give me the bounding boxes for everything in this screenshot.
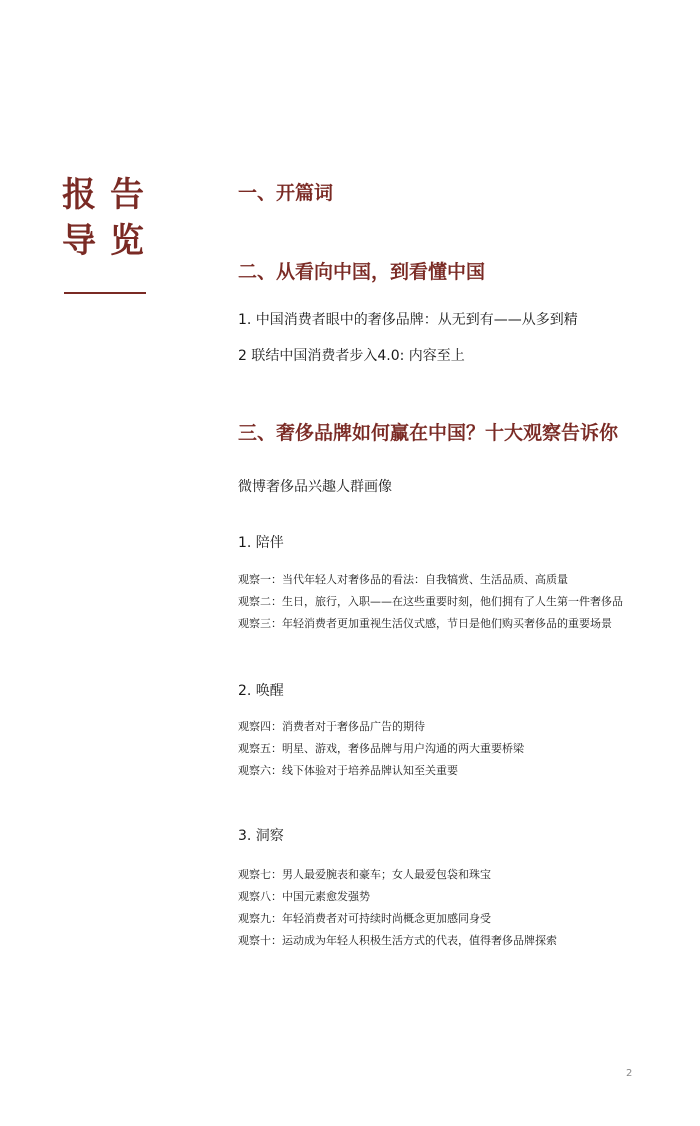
- section-2-heading: 二、从看向中国，到看懂中国: [238, 261, 486, 283]
- section-2-item-1: 1. 中国消费者眼中的奢侈品牌：从无到有——从多到精: [238, 312, 578, 328]
- section-2-item-2: 2 联结中国消费者步入4.0: 内容至上: [238, 348, 465, 364]
- report-guide-title-line2: 导览: [62, 221, 158, 261]
- section-3-heading: 三、奢侈品牌如何赢在中国？十大观察告诉你: [238, 422, 619, 444]
- title-divider: [64, 292, 146, 294]
- observation-3: 观察三：年轻消费者更加重视生活仪式感，节日是他们购买奢侈品的重要场景: [238, 617, 612, 630]
- group-3-list: [238, 864, 557, 952]
- observation-9: 观察九：年轻消费者对可持续时尚概念更加感同身受: [238, 912, 491, 925]
- group-1-title: 1. 陪伴: [238, 535, 284, 551]
- observation-4: 观察四：消费者对于奢侈品广告的期待: [238, 720, 425, 733]
- group-3-title: 3. 洞察: [238, 828, 284, 844]
- observation-5: 观察五：明星、游戏，奢侈品牌与用户沟通的两大重要桥梁: [238, 742, 524, 755]
- page-number: 2: [626, 1068, 633, 1079]
- group-2-list: [238, 716, 524, 782]
- group-1-list: [238, 569, 623, 635]
- section-3-intro: 微博奢侈品兴趣人群画像: [238, 479, 392, 495]
- group-2-title: 2. 唤醒: [238, 683, 284, 699]
- observation-7: 观察七：男人最爱腕表和豪车；女人最爱包袋和珠宝: [238, 868, 491, 881]
- observation-1: 观察一：当代年轻人对奢侈品的看法：自我犒赏、生活品质、高质量: [238, 573, 568, 586]
- observation-6: 观察六：线下体验对于培养品牌认知至关重要: [238, 764, 458, 777]
- observation-8: 观察八：中国元素愈发强势: [238, 890, 370, 903]
- report-guide-title-line1: 报告: [62, 175, 158, 215]
- report-guide-title: [62, 172, 158, 264]
- observation-2: 观察二：生日，旅行，入职——在这些重要时刻，他们拥有了人生第一件奢侈品: [238, 595, 623, 608]
- observation-10: 观察十：运动成为年轻人积极生活方式的代表，值得奢侈品牌探索: [238, 934, 557, 947]
- section-1-heading: 一、开篇词: [238, 182, 334, 204]
